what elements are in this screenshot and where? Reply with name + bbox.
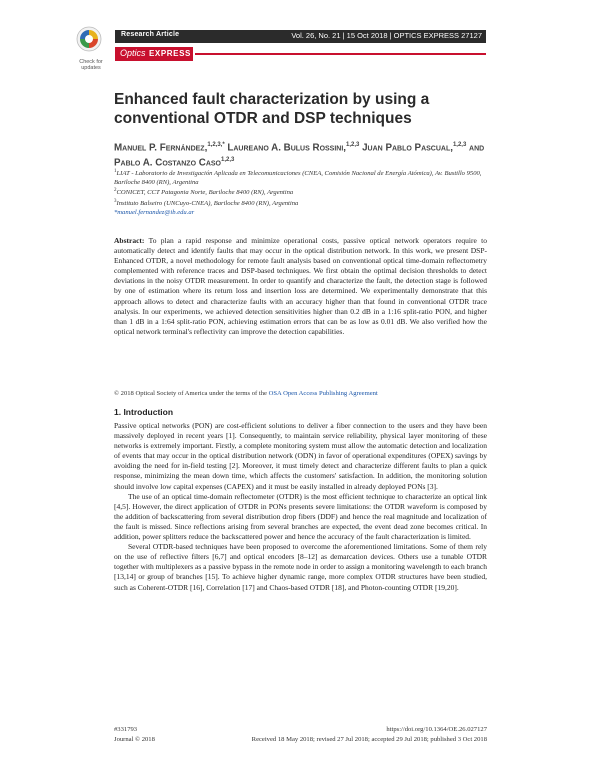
author-name[interactable]: Juan Pablo Pascual,: [359, 142, 453, 154]
author-name[interactable]: Laureano A. Bulus Rossini,: [224, 142, 347, 154]
crossmark-badge[interactable]: [76, 26, 106, 70]
affiliation-item: [114, 187, 494, 198]
author-affiliation-marker: 1,2,3: [346, 142, 360, 148]
doi-link[interactable]: https://doi.org/10.1364/OE.26.027127: [386, 726, 487, 733]
body-paragraph: Several OTDR-based techniques have been proposed to overcome the aforementioned limitations. Some of them rely on the use of reflective filters [6,7] and optical encoders [8–12] as demarcation devices. Others use a tunable OTDR together with multiplexers as a passive bypass in the remote node in order to assign a monitoring wavelength to each branch [13,14] or group of branches [15]. To achieve higher dynamic range, more complex OTDR structures have been studied, such as Coherent-OTDR [16], Correlation [17] and Chaos-based OTDR [18], and Photon-counting OTDR [19,20].: [114, 542, 487, 592]
abstract: [114, 236, 487, 337]
paper-title: Enhanced fault characterization by using a conventional OTDR and DSP techniques: [114, 91, 430, 127]
affiliation-text: CONICET, CCT Patagonia Norte, Bariloche 8400 (RN), Argentina: [116, 189, 294, 197]
affiliation-item: [114, 168, 494, 187]
journal-logo: [115, 47, 193, 61]
section-heading-introduction: 1. Introduction: [114, 407, 174, 417]
abstract-label: Abstract:: [114, 236, 145, 245]
author-conjunction: and: [466, 142, 485, 154]
article-type-label: Research Article: [121, 31, 180, 38]
author-name[interactable]: Manuel P. Fernández,: [114, 142, 208, 154]
abstract-text: To plan a rapid response and minimize operational costs, passive optical network operators require to automatically detect and identify faults that may occur in the optical distribution network. In this work, we present DSP-Enhanced OTDR, a novel methodology for remote fault analysis based on conventional optical time-domain reflectometry complemented with reference traces and DSP-based techniques. We first obtain the optimal decision thresholds to detect deviations in the noisy OTDR measurement. In order to quantify and characterize the fault, the detection stage is followed by one of estimation where its return loss and insertion loss are determined. We experimentally demonstrate that this approach allows to detect and characterize faults with an accuracy higher than that found in conventional OTDR trace analysis. In our experiments, we achieved detection sensitivities higher than 0.2 dB in a 1:16 split-ratio PON, and higher than 1 dB in a 1:64 split-ratio PON, achieving estimation errors that can be as low as 0.01 dB. We also verified how the optical network terminal's reflectivity can improve the detection capabilities.: [114, 236, 487, 336]
copyright-notice: [114, 390, 487, 397]
affiliation-number: 2: [114, 188, 117, 194]
body-paragraph: Passive optical networks (PON) are cost-efficient solutions to deliver a fiber connection to the users and they have been massively deployed in recent years [1]. Consequently, to maintain service reliability, physical layer monitoring of these networks is extremely important. Firstly, a complete monitoring system must allow the automatic detection and localization of events that may occur in the optical distribution network (ODN) in favor of operational expenditures (OPEX) savings by avoiding the need for in-field testing [2]. Moreover, it must timely detect and characterize different faults to plan a quick response, minimizing the mean down time, which affects the customers' satisfaction. In addition, the monitoring solution should involve low capital expenses (CAPEX) and it must be easily installed in already deployed PONs [3].: [114, 421, 487, 491]
journal-volume-info: Vol. 26, No. 21 | 15 Oct 2018 | OPTICS EXPRESS 27127: [291, 31, 482, 40]
footer-right: [252, 725, 487, 745]
affiliation-number: 3: [114, 199, 117, 205]
author-affiliation-marker: 1,2,3,*: [207, 142, 225, 148]
manuscript-id: #331793: [114, 726, 138, 733]
brand-divider: [195, 53, 486, 55]
introduction-body: [114, 421, 487, 593]
author-affiliation-marker: 1,2,3: [221, 157, 235, 164]
affiliations: [114, 168, 494, 218]
journal-brand: [115, 47, 486, 61]
crossmark-icon: [76, 26, 102, 52]
affiliation-item: [114, 198, 494, 209]
copyright-text: © 2018 Optical Society of America under the terms of the: [114, 390, 269, 397]
affiliation-text: Instituto Balseiro (UNCuyo-CNEA), Bariloche 8400 (RN), Argentina: [116, 200, 299, 208]
journal-logo-caps: EXPRESS: [149, 49, 191, 58]
journal-copyright: Journal © 2018: [114, 736, 155, 743]
affiliation-text: LIAT - Laboratorio de Investigación Aplicada en Telecomunicaciones (CNEA, Comisión Nacional de Energía Atómica), Av. Bustillo 9500, Bariloche 8400 (RN), Argentina: [114, 170, 482, 186]
body-paragraph: The use of an optical time-domain reflectometer (OTDR) is the most efficient technique to characterize an optical link [4,5]. However, the direct application of OTDR in PONs presents severe limitations: the OTDR waveform is composed by the addition of backscattering from several distribution drop fibers (DDF) and hence the real magnitude and localization of the fault is missed. Since reflections arising from several branches are expected, the event dead zone becomes critical. In addition, power splitters reduce the backscattered power and hence the accuracy of the fault characterization is limited.: [114, 491, 487, 542]
open-access-agreement-link[interactable]: OSA Open Access Publishing Agreement: [268, 390, 378, 397]
corresponding-email-link[interactable]: *manuel.fernandez@ib.edu.ar: [114, 208, 195, 216]
author-affiliation-marker: 1,2,3: [452, 142, 467, 148]
journal-logo-script: Optics: [120, 48, 146, 58]
author-name[interactable]: Pablo A. Costanzo Caso: [114, 157, 221, 169]
author-list: [114, 139, 494, 170]
affiliation-number: 1: [114, 169, 117, 174]
publication-dates: Received 18 May 2018; revised 27 Jul 2018; accepted 29 Jul 2018; published 3 Oct 2018: [251, 736, 487, 743]
crossmark-label: Check for updates: [79, 59, 103, 71]
journal-header-bar: [115, 30, 486, 43]
footer-left: [114, 725, 155, 745]
